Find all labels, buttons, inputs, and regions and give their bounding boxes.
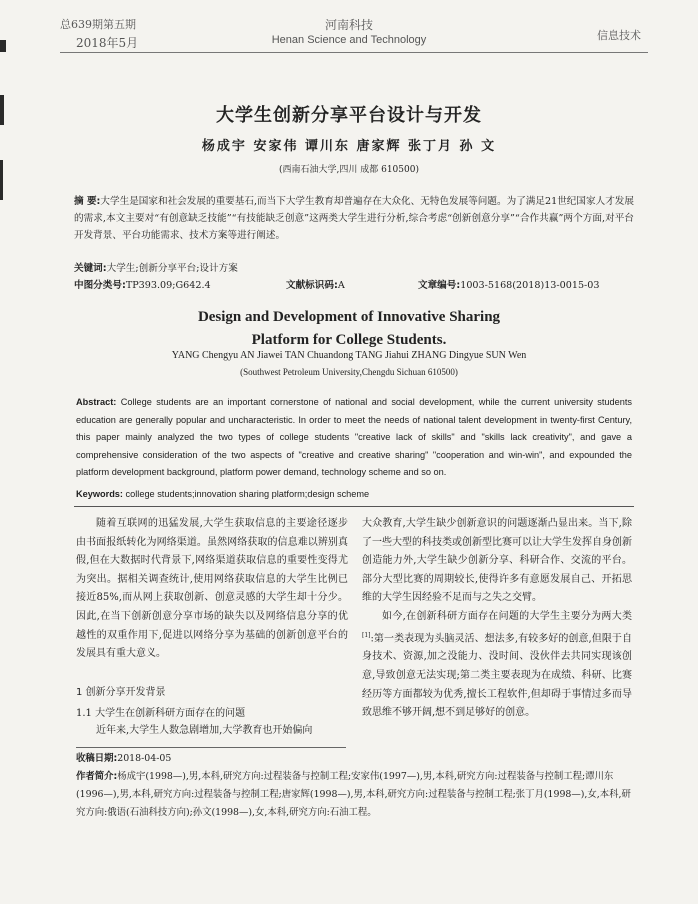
author-list: 杨成宇 安家伟 谭川东 唐家辉 张丁月 孙 文 <box>201 139 497 154</box>
subsection-heading: 1.1 大学生在创新科研方面存在的问题 <box>76 708 246 719</box>
received-date: 收稿日期:2018-04-05 <box>76 753 172 764</box>
paragraph: 大众教育,大学生缺少创新意识的问题逐渐凸显出来。当下,除了一些大型的科技类或创新型比赛可以让大学生发挥自身创新创造能力外,大学生缺少创新分享、科研合作、交流的平台。部分大型比赛的周期较长,使得许多有意愿发展自己、开拓思维的大学生因经验不足而与之失之交臂。 <box>362 518 632 604</box>
section-label: 信息技术 <box>597 29 641 42</box>
section-heading: 1 创新分享开发背景 <box>76 687 166 698</box>
issue-date: 2018年5月 <box>76 36 139 50</box>
keywords-en-text: college students;innovation sharing platform;design scheme <box>125 489 370 499</box>
english-title-line2: Platform for College Students. <box>251 332 447 348</box>
footnote <box>76 750 636 822</box>
body-left-continued <box>76 722 348 741</box>
journal-name-cn: 河南科技 <box>324 18 373 32</box>
abstract-cn <box>74 193 634 244</box>
paragraph: 随着互联网的迅猛发展,大学生获取信息的主要途径逐步由书面报纸转化为网络渠道。虽然网络获取的信息难以辨别真假,但在大数据时代背景下,网络渠道获取信息的重要性变得尤为突出。据相关调查统计,使用网络获取信息的大学生比例已接近85%,而从网上获取创新、创意灵感的大学生却十分少。因此,在当下创新创意分享市场的缺失以及网络信息分享的优越性的双重作用下,促进以网络分享为基础的创新创意平台的发展具有重大意义。 <box>76 518 348 660</box>
keywords-cn-label: 关键词: <box>74 263 107 274</box>
body-right-column <box>362 515 632 723</box>
body-left-column <box>76 515 348 664</box>
document-code: 文献标识码:A <box>286 280 345 291</box>
abstract-cn-text: 大学生是国家和社会发展的重要基石,而当下大学生教育却普遍存在大众化、无特色发展等问题。为了满足21世纪国家人才发展的需求,本文主要对“有创意缺乏技能”“有技能缺乏创意”这两类大学生进行分析,综合考虑“创新创意分享”“合作共赢”两个方面,对平台开发背景、平台功能需求、技术方案等进行阐述。 <box>74 196 634 241</box>
abstract-cn-label: 摘 要: <box>74 196 101 207</box>
paragraph: 如今,在创新科研方面存在问题的大学生主要分为两大类[1]:第一类表现为头脑灵活、想法多,有较多好的创意,但限于自身技术、资源,加之没能力、没时间、没伙伴去共同实现该创意,导致创意无法实现;第二类主要表现为在成绩、科研、比赛经历等方面都较为优秀,擅长工程软件,但却碍于事情过多而导致思维不够开阔,想不到足够好的创意。 <box>362 610 632 719</box>
footnote-rule <box>76 747 346 748</box>
clc-number: 中图分类号:TP393.09;G642.4 <box>74 280 211 291</box>
english-affiliation: (Southwest Petroleum University,Chengdu Sichuan 610500) <box>240 367 458 377</box>
english-title-line1: Design and Development of Innovative Sharing <box>197 309 501 325</box>
abstract-en-label: Abstract: <box>76 397 117 407</box>
paragraph: 近年来,大学生人数急剧增加,大学教育也开始偏向 <box>96 725 313 736</box>
citation-ref: [1] <box>362 631 371 639</box>
article-number: 文章编号:1003-5168(2018)13-0015-03 <box>418 280 600 291</box>
keywords-en-label: Keywords: <box>76 489 123 499</box>
keywords-cn <box>74 260 238 274</box>
abstract-rule <box>74 506 634 507</box>
abstract-en <box>76 394 632 482</box>
issue-number: 总639期第五期 <box>60 18 136 31</box>
english-author-list: YANG Chengyu AN Jiawei TAN Chuandong TANG Jiahui ZHANG Dingyue SUN Wen <box>171 350 527 361</box>
keywords-en <box>76 486 632 504</box>
paper-title: 大学生创新分享平台设计与开发 <box>216 105 482 126</box>
author-bio: 作者简介:杨成宇(1998—),男,本科,研究方向:过程装备与控制工程;安家伟(1997—),男,本科,研究方向:过程装备与控制工程;谭川东(1996—),男,本科,研究方向:过程装备与控制工程;唐家辉(1998—),男,本科,研究方向:过程装备与控制工程;张丁月(1998—),女,本科,研究方向:俄语(石油科技方向);孙文(1998—),女,本科,研究方向:石油工程。 <box>76 771 631 818</box>
keywords-cn-text: 大学生;创新分享平台;设计方案 <box>106 263 238 274</box>
affiliation: (西南石油大学,四川 成都 610500) <box>279 165 419 175</box>
abstract-en-text: College students are an important cornerstone of national and social development, while the current university students education are generally popular and uncharacteristic. In order to meet the needs of national talent development in twenty-first Century, this paper mainly analyzed the two types of college students "creative lack of skills" and "skills lack creativity", and gave a comprehensive consideration of the two aspects of "creative and creative sharing" "cooperation and win-win", and expounded the platform development background, platform power demand, technology scheme and so on. <box>76 397 632 477</box>
journal-name-en: Henan Science and Technology <box>271 34 427 46</box>
header-rule <box>60 52 648 53</box>
